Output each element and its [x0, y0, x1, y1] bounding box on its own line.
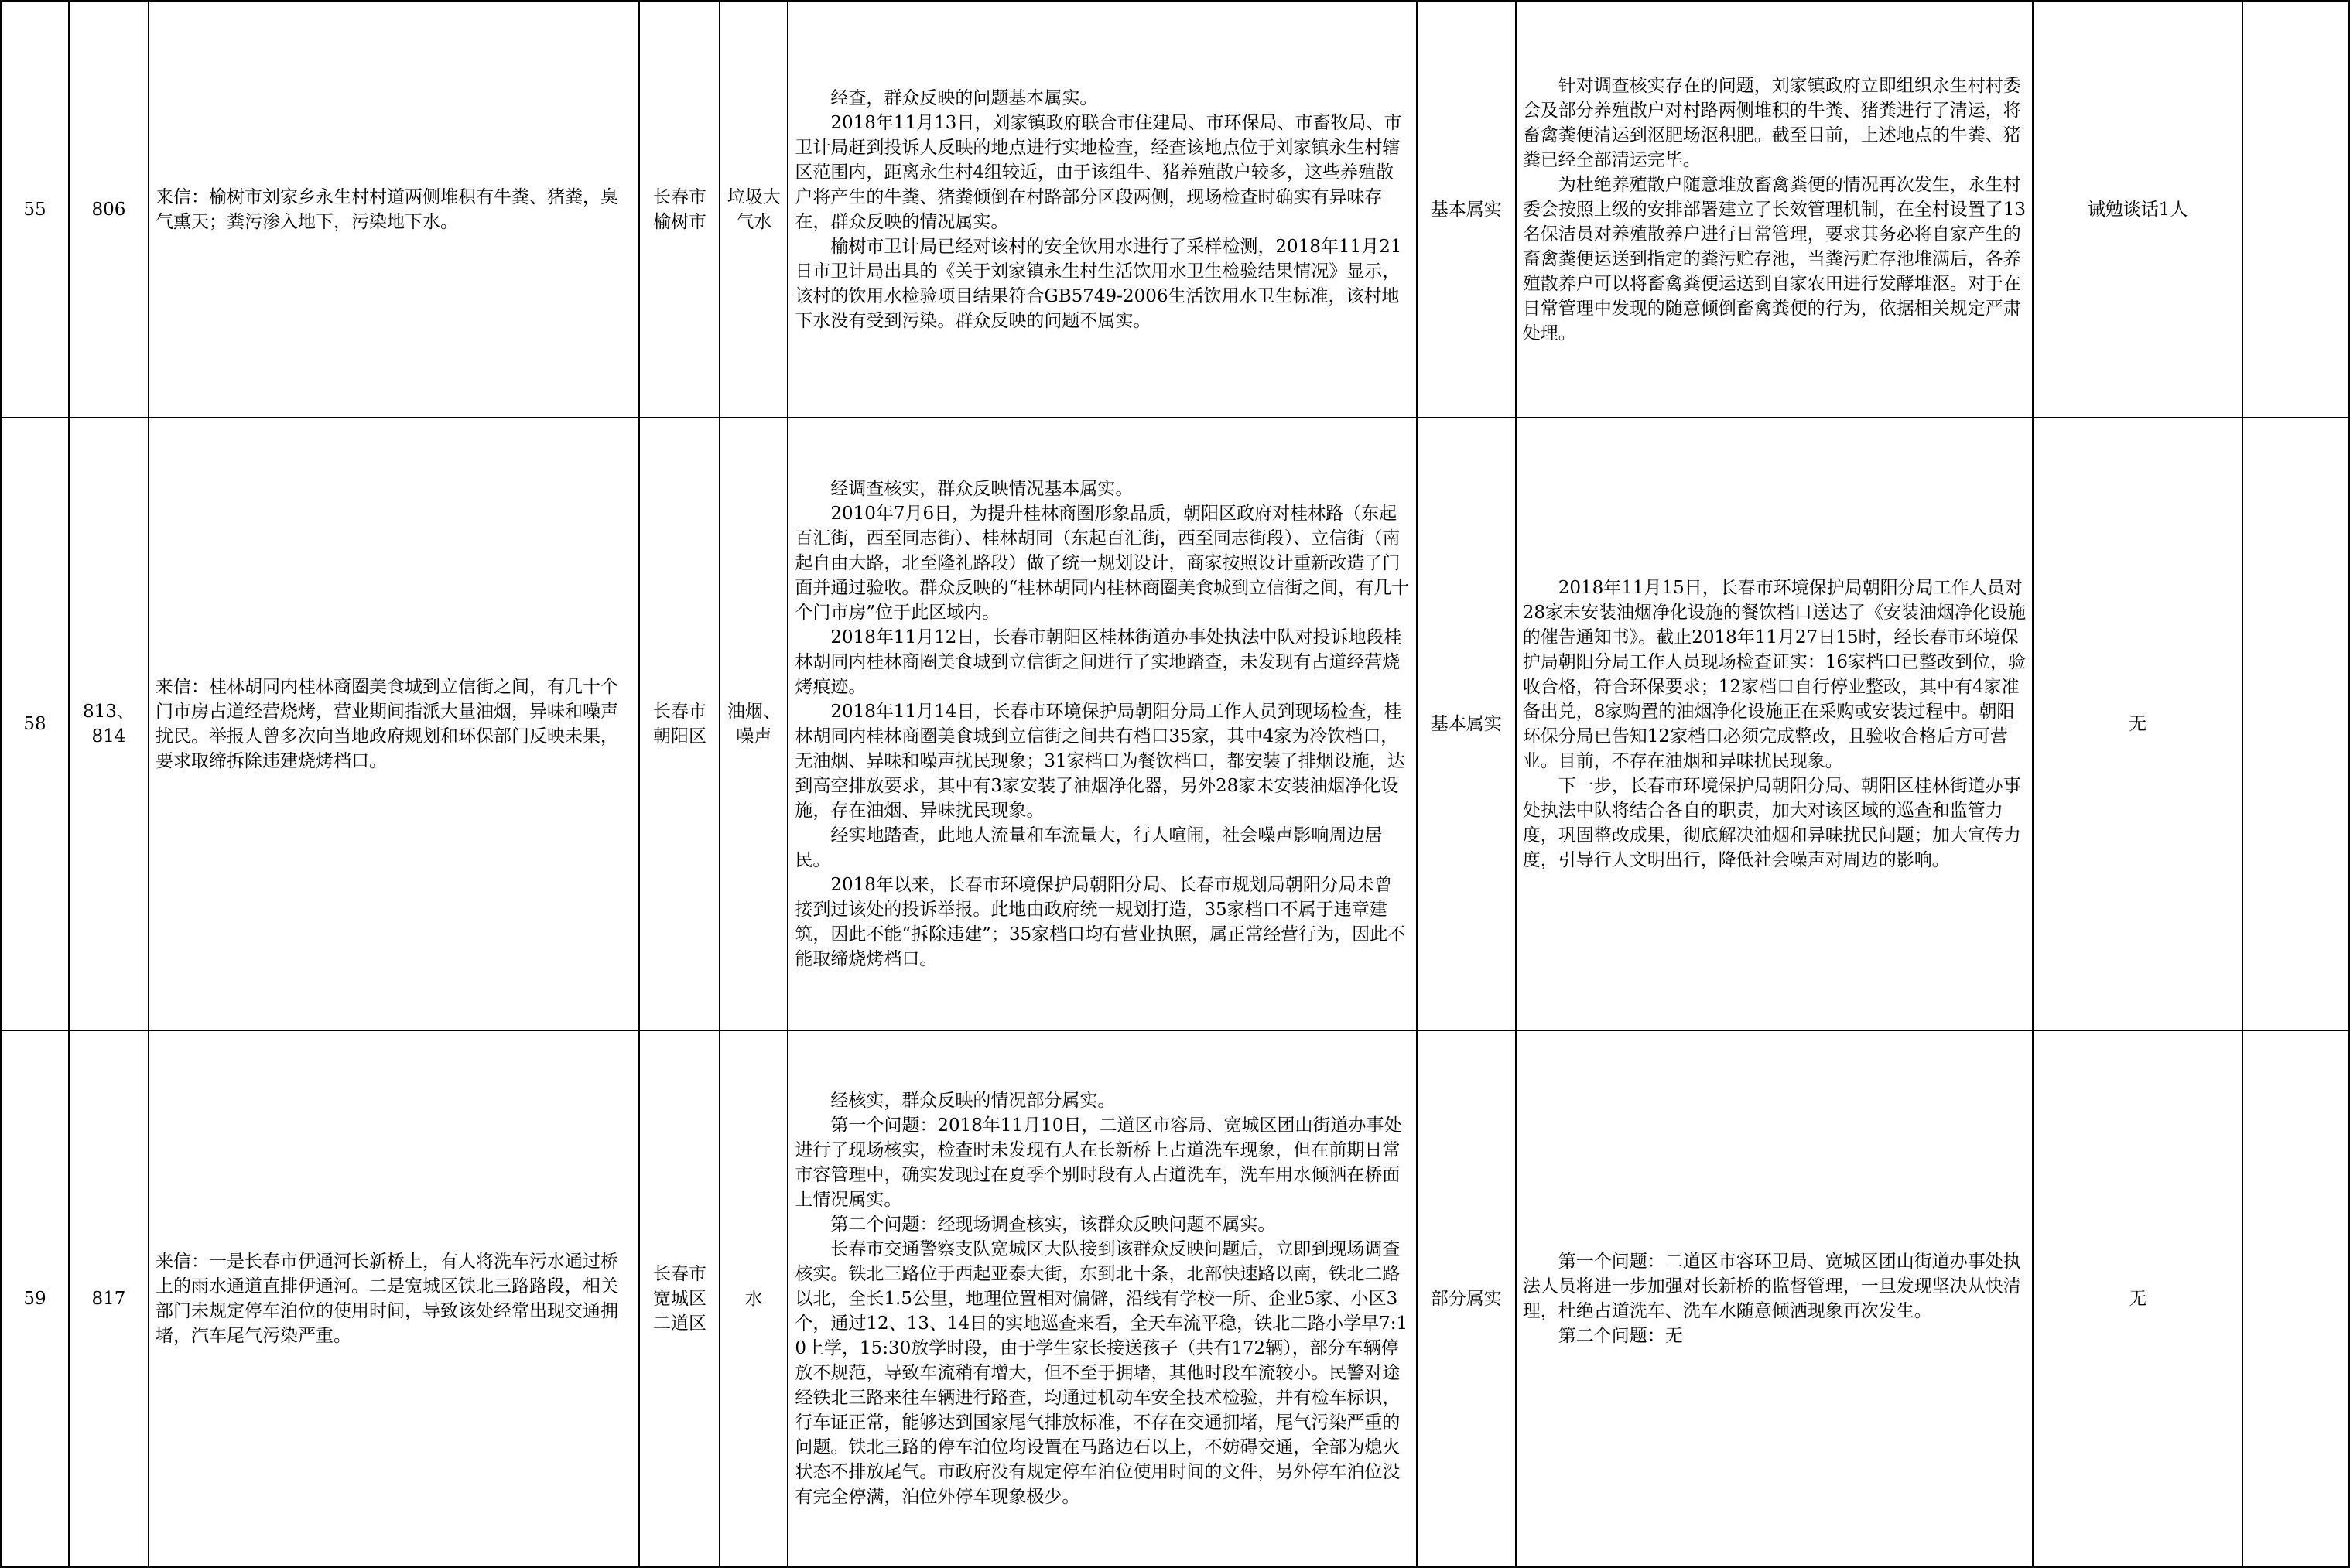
verification-paragraph: 第二个问题：经现场调查核实，该群众反映问题不属实。 [830, 1214, 1276, 1235]
verification-paragraph: 长春市交通警察支队宽城区大队接到该群众反映问题后，立即到现场调查核实。铁北三路位于西起亚泰大街，东到北十条，北部快速路以南，铁北二路以北，全长1.5公里，地理位置相对偏僻，沿线有学校一所、企业5家、小区3个，通过12、13、14日的实地巡查来看，全天车流平稳，铁北二路小学早7:10上学，15:30放学时段，由于学生家长接送孩子（共有172辆），部分车辆停放不规范，导致车流稍有增大，但不至于拥堵，其他时段车流较小。民警对途经铁北三路来往车辆进行路查，均通过机动车安全技术检验，并有检车标识，行车证正常，能够达到国家尾气排放标准，不存在交通拥堵，尾气污染严重的问题。铁北三路的停车泊位均设置在马路边石以上，不妨碍交通，全部为熄火状态不排放尾气。市政府没有规定停车泊位使用时间的文件，另外停车泊位没有完全停满，泊位外停车现象极少。 [795, 1239, 1408, 1507]
handling-details [1516, 1, 2034, 418]
remark [2242, 1030, 2349, 1567]
verification-details [788, 418, 1416, 1030]
handling-paragraph: 下一步，长春市环境保护局朝阳分局、朝阳区桂林街道办事处执法中队将结合各自的职责，加大对该区域的巡查和监管力度，巩固整改成果，彻底解决油烟和异味扰民问题；加大宣传力度，引导行人文明出行，降低社会噪声对周边的影响。 [1522, 776, 2021, 870]
verification-paragraph: 第一个问题：2018年11月10日，二道区市容局、宽城区团山街道办事处进行了现场核实，检查时未发现有人在长新桥上占道洗车现象，但在前期日常市容管理中，确实发现过在夏季个别时段有人占道洗车，洗车用水倾洒在桥面上情况属实。 [795, 1115, 1402, 1210]
verification-paragraph: 榆树市卫计局已经对该村的安全饮用水进行了采样检测，2018年11月21日市卫计局出具的《关于刘家镇永生村生活饮用水卫生检验结果情况》显示，该村的饮用水检验项目结果符合GB5749-2006生活饮用水卫生标准，该村地下水没有受到污染。群众反映的问题不属实。 [795, 236, 1402, 331]
region: 长春市榆树市 [639, 1, 720, 418]
table-row [1, 418, 2349, 1030]
complaint-id: 806 [69, 1, 149, 418]
accountability: 无 [2033, 1030, 2242, 1567]
verification-result: 基本属实 [1417, 418, 1516, 1030]
pollution-type: 油烟、噪声 [720, 418, 788, 1030]
case-number: 59 [1, 1030, 69, 1567]
pollution-type: 垃圾大气水 [720, 1, 788, 418]
complaint-id: 813、814 [69, 418, 149, 1030]
verification-paragraph: 2018年11月14日，长春市环境保护局朝阳分局工作人员到现场检查，桂林胡同内桂林商圈美食城到立信街之间共有档口35家，其中4家为冷饮档口，无油烟、异味和噪声扰民现象；31家档口为餐饮档口，都安装了排烟设施，达到高空排放要求，其中有3家安装了油烟净化器，另外28家未安装油烟净化设施，存在油烟、异味扰民现象。 [795, 702, 1405, 821]
complaint-id: 817 [69, 1030, 149, 1567]
verification-result: 基本属实 [1417, 1, 1516, 418]
case-number: 58 [1, 418, 69, 1030]
region: 长春市朝阳区 [639, 418, 720, 1030]
verification-paragraph: 经实地踏查，此地人流量和车流量大，行人喧闹，社会噪声影响周边居民。 [795, 825, 1383, 870]
complaint-content: 来信：一是长春市伊通河长新桥上，有人将洗车污水通过桥上的雨水通道直排伊通河。二是宽城区铁北三路路段，相关部门未规定停车泊位的使用时间，导致该处经常出现交通拥堵，汽车尾气污染严重。 [149, 1030, 640, 1567]
handling-paragraph: 针对调查核实存在的问题，刘家镇政府立即组织永生村村委会及部分养殖散户对村路两侧堆积的牛粪、猪粪进行了清运，将畜禽粪便清运到沤肥场沤积肥。截至目前，上述地点的牛粪、猪粪已经全部清运完毕。 [1522, 75, 2021, 170]
verification-details [788, 1, 1416, 418]
verification-details [788, 1030, 1416, 1567]
case-number: 55 [1, 1, 69, 418]
verification-paragraph: 2018年11月12日，长春市朝阳区桂林街道办事处执法中队对投诉地段桂林胡同内桂林商圈美食城到立信街之间进行了实地踏查，未发现有占道经营烧烤痕迹。 [795, 627, 1402, 697]
verification-paragraph: 2018年以来，长春市环境保护局朝阳分局、长春市规划局朝阳分局未曾接到过该处的投诉举报。此地由政府统一规划打造，35家档口不属于违章建筑，因此不能“拆除违建”；35家档口均有营业执照，属正常经营行为，因此不能取缔烧烤档口。 [795, 875, 1406, 969]
remark [2242, 418, 2349, 1030]
verification-paragraph: 2018年11月13日，刘家镇政府联合市住建局、市环保局、市畜牧局、市卫计局赶到投诉人反映的地点进行实地检查，经查该地点位于刘家镇永生村辖区范围内，距离永生村4组较近，由于该组牛、猪养殖散户较多，这些养殖散户将产生的牛粪、猪粪倾倒在村路部分区段两侧，现场检查时确实有异味存在，群众反映的情况属实。 [795, 112, 1402, 232]
verification-paragraph: 经核实，群众反映的情况部分属实。 [830, 1091, 1116, 1111]
table-row [1, 1030, 2349, 1567]
handling-paragraph: 2018年11月15日，长春市环境保护局朝阳分局工作人员对28家未安装油烟净化设施的餐饮档口送达了《安装油烟净化设施的催告通知书》。截止2018年11月27日15时，经长春市环境保护局朝阳分局工作人员现场检查证实：16家档口已整改到位，验收合格，符合环保要求；12家档口自行停业整改，其中有4家准备出兑，8家购置的油烟净化设施正在采购或安装过程中。朝阳环保分局已告知12家档口必须完成整改，且验收合格后方可营业。目前，不存在油烟和异味扰民现象。 [1522, 578, 2026, 771]
verification-result: 部分属实 [1417, 1030, 1516, 1567]
verification-paragraph: 经调查核实，群众反映情况基本属实。 [830, 479, 1134, 499]
handling-paragraph: 第一个问题：二道区市容环卫局、宽城区团山街道办事处执法人员将进一步加强对长新桥的监督管理，一旦发现坚决从快清理，杜绝占道洗车、洗车水随意倾洒现象再次发生。 [1522, 1252, 2021, 1321]
region: 长春市宽城区二道区 [639, 1030, 720, 1567]
handling-details [1516, 418, 2034, 1030]
remark [2242, 1, 2349, 418]
verification-paragraph: 经查，群众反映的问题基本属实。 [830, 87, 1098, 108]
accountability: 诫勉谈话1人 [2033, 1, 2242, 418]
complaint-content: 来信：桂林胡同内桂林商圈美食城到立信街之间，有几十个门市房占道经营烧烤，营业期间指派大量油烟，异味和噪声扰民。举报人曾多次向当地政府规划和环保部门反映未果，要求取缔拆除违建烧烤档口。 [149, 418, 640, 1030]
verification-paragraph: 2010年7月6日，为提升桂林商圈形象品质，朝阳区政府对桂林路（东起百汇街，西至同志街）、桂林胡同（东起百汇街，西至同志街段）、立信街（南起自由大路，北至隆礼路段）做了统一规划设计，商家按照设计重新改造了门面并通过验收。群众反映的“桂林胡同内桂林商圈美食城到立信街之间，有几十个门市房”位于此区域内。 [795, 504, 1410, 623]
pollution-type: 水 [720, 1030, 788, 1567]
handling-paragraph: 第二个问题：无 [1558, 1326, 1683, 1346]
handling-paragraph: 为杜绝养殖散户随意堆放畜禽粪便的情况再次发生，永生村委会按照上级的安排部署建立了长效管理机制，在全村设置了13名保洁员对养殖散养户进行日常管理，要求其务必将自家产生的畜禽粪便运送到指定的粪污贮存池，当粪污贮存池堆满后，各养殖散养户可以将畜禽粪便运送到自家农田进行发酵堆沤。对于在日常管理中发现的随意倾倒畜禽粪便的行为，依据相关规定严肃处理。 [1522, 174, 2026, 343]
table-row [1, 1, 2349, 418]
handling-details [1516, 1030, 2034, 1567]
accountability: 无 [2033, 418, 2242, 1030]
complaint-content: 来信：榆树市刘家乡永生村村道两侧堆积有牛粪、猪粪，臭气熏天；粪污渗入地下，污染地下水。 [149, 1, 640, 418]
